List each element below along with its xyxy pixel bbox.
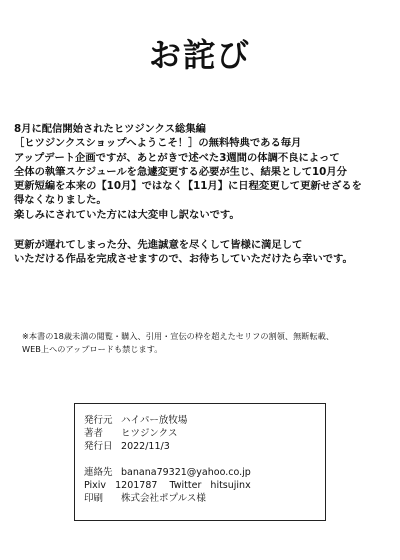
pixiv-label: Pixiv xyxy=(84,480,107,491)
twitter-label: Twitter xyxy=(169,480,202,491)
copyright-notice xyxy=(22,330,382,355)
date-value: 2022/11/3 xyxy=(121,441,170,452)
print-value: 株式会社ポプルス様 xyxy=(121,493,206,504)
body-line: アップデート企画ですが、あとがきで述べた3週間の体調不良によって xyxy=(14,151,340,164)
paragraph-gap xyxy=(14,222,390,238)
apology-body xyxy=(14,122,390,267)
body-line: 楽しみにされていた方には大変申し訳ないです。 xyxy=(14,208,240,221)
print-row xyxy=(84,492,325,505)
twitter-value: hitsujinx xyxy=(210,480,251,491)
contact-label: 連絡先 xyxy=(84,467,113,478)
print-label: 印刷 xyxy=(84,493,104,504)
body-line: 更新短編を本来の【10月】ではなく【11月】に日程変更して更新せざるを xyxy=(14,180,362,193)
body-line: いただける作品を完成させますので、お待ちしていただけたら幸いです。 xyxy=(14,253,353,266)
body-line: 全体の執筆スケジュールを急遽変更する必要が生じ、結果として10月分 xyxy=(14,165,347,178)
social-row xyxy=(84,479,325,492)
publisher-label: 発行元 xyxy=(84,415,113,426)
author-value: ヒツジンクス xyxy=(121,428,178,439)
date-row xyxy=(84,440,325,453)
publisher-value: ハイパー放牧場 xyxy=(121,415,188,426)
notice-line: ※本書の18歳未満の閲覧・購入、引用・宣伝の枠を超えたセリフの割領、無断転載、 xyxy=(22,331,335,341)
body-line: 更新が遅れてしまった分、先進誠意を尽くして皆様に満足して xyxy=(14,239,303,252)
contact-row xyxy=(84,466,325,479)
notice-line: WEB上へのアップロードも禁じます。 xyxy=(22,343,163,354)
body-line: 8月に配信開始されたヒツジンクス総集編 xyxy=(14,123,206,135)
page-title: お詫び xyxy=(148,36,251,74)
pixiv-value: 1201787 xyxy=(115,480,158,491)
contact-value: banana79321@yahoo.co.jp xyxy=(121,467,251,478)
colophon-gap xyxy=(84,453,325,466)
body-line: ［ヒツジンクスショップへようこそ！］の無料特典である毎月 xyxy=(14,137,302,150)
date-label: 発行日 xyxy=(84,441,113,452)
colophon-box xyxy=(74,403,326,521)
author-row xyxy=(84,427,325,440)
publisher-row xyxy=(84,414,325,427)
author-label: 著者 xyxy=(84,428,104,439)
body-line: 得なくなりました。 xyxy=(14,194,107,207)
